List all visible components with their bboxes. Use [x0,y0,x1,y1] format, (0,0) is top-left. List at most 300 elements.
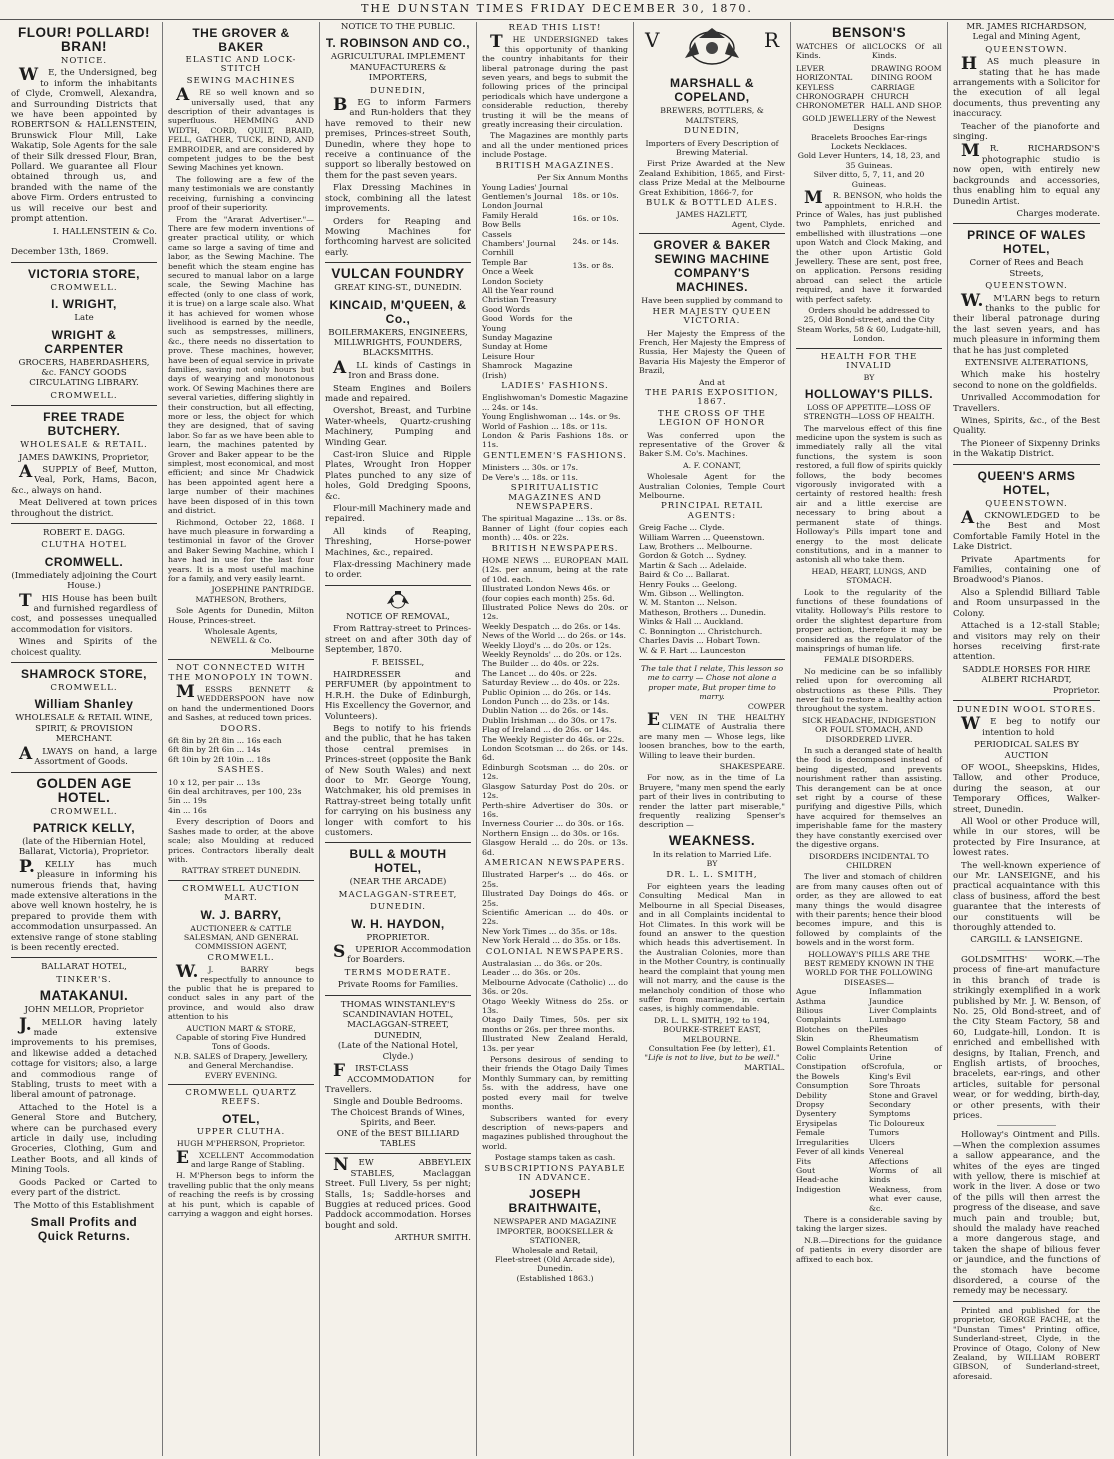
newspaper-item: Otago Weekly Witness do 25s. or 13s. [482,996,628,1016]
weakness-title: WEAKNESS. [668,832,756,848]
magazine-item: All the Year round [482,285,554,295]
abbey-body: NEW ABBEYLEIX STABLES, Maclaggan Street. Full Livery, 5s per night; Stalls, 1s; Saddle-horses and Buggies at reduced prices. Good Paddock accommodation. Horses bought and sold. [325,1155,471,1231]
magazine-item: London Society [482,276,544,286]
wool-body4: The well-known experience of our Mr. LANSEIGNE, and his practical acquaintance with this class of business, afford the best guarantee that the interests of our constituents will be thoroughly attended to. [953,860,1100,934]
grover-wholesale: Wholesale Agents, [204,626,278,636]
matakanui-name: JOHN MELLOR, Proprietor [24,1005,144,1016]
magazine-item: London Journal [482,201,543,211]
health-by: BY [863,373,875,383]
robinson-body2: Flax Dressing Machines in stock, combining all the latest improvements. [325,183,471,215]
disease-item: Ulcers [869,1137,895,1147]
vulcan-street: GREAT KING-ST., DUNEDIN. [334,283,462,294]
diseases-left [796,987,869,1213]
removal-title: NOTICE OF REMOVAL, [346,611,450,622]
sashes-line-4: 4in ... 16s [168,805,207,815]
wool-sales: PERIODICAL SALES BY AUCTION [973,740,1079,761]
appetite-title: LOSS OF APPETITE—LOSS OF STRENGTH—LOSS OF HEALTH. [803,402,935,422]
sashes-title: SASHES. [217,765,265,776]
disease-item: Consumption [796,1081,849,1091]
kincaid-name: KINCAID, M'QUEEN, & Co., [329,297,467,326]
silver: Silver ditto, 5, 7, 11, and 20 Guineas. [813,170,925,189]
butchery-title: FREE TRADE BUTCHERY. [43,410,125,439]
victoria-library: CIRCULATING LIBRARY. [29,378,139,389]
reefs-name: HUGH M'PHERSON, Proprietor. [176,1139,306,1149]
read-body2: The Magazines are monthly parts and all the under mentioned prices include Postage. [482,131,628,160]
newspaper-item: Illustrated London News 46s. or [482,584,610,594]
divider [639,659,785,660]
robinson-body: BEG to inform Farmers and Run-holders that they have removed to their new premises, Princes-street South, Dunedin, where they hope to receive a continuance of the support so liberally bestowed on them for the past seven years. [325,95,471,181]
postage: Postage stamps taken as cash. [494,1153,616,1163]
agent-item: Henry Fouks ... Geelong. [639,579,737,589]
newspaper-item: Glasgow Saturday Post do 20s. or 12s. [482,781,628,801]
teacher: Teacher of the pianoforte and singing. [953,121,1100,143]
butchery-body: ASUPPLY of Beef, Mutton, Veal, Pork, Hams, Bacon, &c., always on hand. [11,461,157,496]
agent-item: C. Bonnington ... Christchurch. [639,626,763,636]
agent-item: Matheson, Brothers ... Dunedin. [639,607,767,617]
winstanley-body2: Single and Double Bedrooms. [333,1097,463,1108]
newspaper-item: Dublin Nation ... do 26s. or 14s. [482,706,609,716]
divider [796,348,942,349]
agents-list [639,523,785,655]
newspaper-item: Public Opinion ... do 26s. or 14s. [482,687,611,697]
printed-imprint: Printed and published for the proprietor, GEORGE FACHE, at the "Dunstan Times" Printing office, Sunderland-street, Clyde, in the Province of Otago, Colony of New Zealand, by WILLIAM ROBERT GIBSON, of Sunderland-street, aforesaid. [953,1305,1100,1381]
disease-item: Erysipelas [796,1118,838,1128]
doors-line-2: 6ft 8in by 2ft 6in ... 14s [168,745,261,755]
british-mag-title: BRITISH MAGAZINES. [495,160,615,171]
british-mag-table [482,183,628,381]
gold-work-body: GOLDSMITHS' WORK.—The process of fine-art manufacture in this branch of trade is strikingly exemplified in a work published by Mr. J. W. Benson, of No. 25, Old Bond-street, and of the City Steam Factory, 58 and 60, Ludgate-hill, London. It is enriched and embellished with designs, by Italian, French, and English artists, of brooches, bracelets, ear-rings, and other articles, suitable for personal wear, or for wedding, birth-day, or other presents, with their prices. [953,954,1100,1121]
disease-item: Rheumatism [869,1034,919,1044]
clutha-hotel: CLUTHA HOTEL [41,540,127,551]
clutha-name: ROBERT E. DAGG. [43,528,125,538]
conant-role: Wholesale Agent for the Australian Colonies, Temple Court Melbourne. [639,472,785,500]
grover-body: ARE so well known and so universally used, that any description of their advantages is superfluous. HEMMING AND WIDTH, CORD, QUILT, BRAID, FELL, GATHER, TUCK, BIND, AND EMBROIDER, and are considered by competent judges to be the best Sewing Machines yet known. [168,85,314,173]
holloway-title: HOLLOWAY'S PILLS. [804,386,934,401]
grover-agent-line: Sole Agents for Dunedin, Milton House, Princes-street. [168,606,314,625]
disease-item: Scrofula, or King's Evil [869,1062,942,1081]
agent-item: Martin & Sach ... Adelaide. [639,560,747,570]
clutha-town: CROMWELL. [44,554,124,569]
persons-body: Persons desirous of sending to their friends the Otago Daily Times Monthly Summary can, by remitting 5s. with the address, have one posted every mail for twelve months. [482,1055,628,1112]
nb: N.B.—Directions for the guidance of patients in every disorder are affixed to each box. [796,1235,942,1264]
poem-sign: COWPER [747,701,785,711]
queens-title: QUEEN'S ARMS HOTEL, [977,468,1076,497]
newspaper-item: Flag of Ireland ... do 26s. or 14s. [482,725,612,735]
auction-eve: EVERY EVENING. [204,1070,278,1080]
conant-name: A. F. CONANT, [683,460,741,470]
haydon-role: PROPRIETOR. [366,932,430,943]
auction-name: W. J. BARRY, [200,907,282,922]
victoria-town: CROMWELL. [50,390,118,401]
column-4 [477,22,634,1456]
disease-item: Secondary Symptoms [869,1100,911,1119]
disease-item: Dysentery [796,1109,837,1119]
divider [953,1301,1100,1302]
disease-item: Asthma [796,996,826,1006]
logo-left-letter: V [645,28,660,52]
watch-type: CHRONOGRAPH [796,92,865,102]
newspaper-item: New York Herald ... do 35s. or 18s. [482,936,621,946]
shamrock-town: CROMWELL. [50,683,118,694]
american-title: AMERICAN NEWSPAPERS. [484,857,626,868]
weakness-by: BY [706,859,718,869]
sick-title: SICK HEADACHE, INDIGESTION OR FOUL STOMACH, AND DISORDERED LIVER. [801,715,937,744]
benson-right-list [871,64,942,111]
divider [639,233,785,234]
divider [11,772,157,773]
disease-item: Indigestion [796,1184,841,1194]
agent-item: Gordon & Gotch ... Sydney. [639,551,747,561]
grover-letter: Richmond, October 22, 1868. I have much pleasure in forwarding a testimonial in favor of the Grover and Baker Sewing Machine, which I have had in use for the last four years. It is a most useful machine for a family, and very easily learnt. [168,517,314,583]
british-news-mail: HOME NEWS ... EUROPEAN MAIL (12s. per annum, being at the rate of 10d. each. [482,555,628,584]
newspaper-item: Glasgow Herald ... do 20s. or 13s. 6d. [482,838,628,857]
kincaid-body2: Steam Engines and Boilers made and repaired. [325,383,471,404]
royal-arms-icon [384,590,412,610]
disease-item: Inflammation [869,987,922,997]
marshall-title: MARSHALL & COPELAND, [669,76,755,105]
benson-types [796,64,942,111]
photo-body: MR. RICHARDSON'S photographic studio is now open, with entirely new backgrounds and accessories, thus enabling him to equal any Dunedin Artist. [953,141,1100,207]
weakness-dr: DR. L. L. SMITH, [666,869,758,880]
prince-body3: Unrivalled Accommodation for Travellers. [953,393,1100,414]
american-list [482,870,628,945]
disease-item: Retention of Urine [869,1043,942,1063]
queens-saddle: SADDLE HORSES FOR HIRE [962,664,1091,675]
bennet-body: MESSRS BENNETT & WEDDERSPOON have now on hand the undermentioned Doors and Sashes, at reduced town prices. [168,682,314,723]
female-title: FEMALE DISORDERS. [823,655,915,665]
magazine-item: Temple Bar [482,257,528,267]
grover-conferred: Was conferred upon the representative of the Grover & Baker S.M. Co's. Machines. [639,430,785,459]
column-3 [320,22,477,1456]
divider [953,223,1100,224]
british-mag-head: Per Six Annum Months [537,173,628,183]
newspaper-item: News of the World ... do 26s. or 14s. [482,631,627,641]
wool-title: DUNEDIN WOOL STORES. [956,704,1097,715]
grover-agent: MATHESON, Brothers, [195,594,287,604]
newspaper-item: London Punch ... do 23s. or 14s. [482,697,610,707]
bull-title: BULL & MOUTH HOTEL, [349,847,447,876]
newspaper-item: Illustrated Police News do 20s. or 12s. [482,602,628,622]
magazine-price: 16s. or 10s. [572,213,619,223]
motto: Small Profits and Quick Returns. [30,1214,138,1243]
marshall-award: First Prize Awarded at the New Zealand Exhibition, 1865, and First-class Prize Medal at the Melbourne Great Exhibition, 1866-7, for [639,159,785,197]
victoria-name: I. WRIGHT, [51,297,117,312]
gold-hunters: Gold Lever Hunters, 14, 18, 23, and 35 Guineas. [797,151,941,170]
disease-item: Venereal Affections [869,1147,909,1166]
watch-type: LEVER [796,63,825,73]
auction-body: W.J. BARRY begs respectfully to announce to the public that he is prepared to conduct sales in any part of the province, and would also draw attention to his [168,962,314,1022]
marshall-import: Importers of Every Description of Brewing Material. [645,138,779,158]
diseases-right [869,987,942,1213]
diseases-table [796,987,942,1213]
grover-wholesale-place: Melbourne [270,645,314,655]
marshall-agent: JAMES HAZLETT, [676,210,748,220]
female-body: No medicine can be so infallibly relied upon for overcoming all obstructions as these Pills. They never fail to restore a healthy action throughout the system. [796,666,942,714]
column-2 [163,22,320,1456]
newspaper-item: Weekly Reynolds' ... do 20s. or 12s. [482,650,622,659]
flour-title: FLOUR! POLLARD! BRAN! [18,25,150,54]
agent-item: William Warren ... Queenstown. [639,532,765,542]
newspaper-item: Inverness Courier ... do 30s. or 16s. [482,819,624,829]
weakness-consult: Consultation Fee (by letter), £1. [648,1043,776,1053]
wool-sign: CARGILL & LANSEIGNE. [970,935,1083,946]
clock-type: DRAWING ROOM [870,63,942,73]
agent-item: Winks & Hall ... Auckland. [639,617,744,627]
joseph-name: JOSEPH BRAITHWAITE, [508,1187,602,1216]
weakness-addr: DR. L. L. SMITH, 192 to 194, BOURKE-STREET EAST, MELBOURNE. [654,1015,770,1044]
newspaper-item: Saturday Review ... do 40s. or 22s. [482,678,620,688]
joseph-est: (Established 1863.) [516,1273,594,1283]
motto-intro: The Motto of this Establishment [13,1200,155,1211]
beissel-body: HAIRDRESSER and PERFUMER (by appointment to H.R.H. the Duke of Edinburgh, His Excellency the Governor, and Volunteers). [325,669,471,722]
winstanley-hotel: SCANDINAVIAN HOTEL, [342,1010,454,1021]
golden-body: P.KELLY has much pleasure in informing his numerous friends that, having made extensive alterations in the above well known hostelry, he is prepared to provide them with accommodation unsurpassed. An extensive range of stone stabling is been recently erected. [11,856,157,953]
watch-type: CHRONOMETER [796,101,865,111]
newspaper-item: Australasian ... do 36s. or 20s. [482,959,603,968]
james-town: QUEENSTOWN. [985,44,1068,55]
newspaper-item: London Scotsman ... do 26s. or 14s. 6d. [482,744,628,763]
weakness-motto-sign: MARTIAL. [744,1062,785,1072]
golden-town: CROMWELL. [50,806,118,817]
magazine-item: Sunday at Home [482,342,548,352]
joseph-addr: Fleet-street (Old Arcade side), [494,1254,616,1264]
disease-item: Gout [796,1165,816,1175]
weakness-motto: "Life is not to live, but to be well." [644,1053,780,1063]
divider [325,585,471,586]
subs-title: SUBSCRIPTIONS PAYABLE IN ADVANCE. [484,1163,626,1183]
column-6 [791,22,948,1456]
victoria-firm: WRIGHT & CARPENTER [44,327,124,356]
agents-title: PRINCIPAL RETAIL AGENTS: [660,501,764,521]
ladies-title: LADIES' FASHIONS. [501,381,609,392]
newspaper-item: Otago Daily Times, 50s. per six months or 26s. per three months. [482,1015,628,1034]
butchery-sub: WHOLESALE & RETAIL. [20,440,148,451]
auction-nb: N.B. SALES of Drapery, Jewellery, and General Merchandise. [174,1051,308,1071]
newspaper-item: The Lancet ... do 40s. or 22s. [482,668,598,678]
matakanui-body3: Goods Packed or Carted to every part of the district. [11,1177,157,1199]
flour-sign: I. HALLENSTEIN & Co. Cromwell. [52,226,157,247]
weakness-sub: In its relation to Married Life. [652,849,772,859]
spirit-list [482,514,628,542]
divider [168,1084,314,1085]
magazine-item: Good Words for the Young [482,314,573,333]
magazine-item: Young Ladies' Journal [482,182,568,192]
disease-item: Bilious Complaints [796,1006,841,1025]
wool-body: WE beg to notify our intention to hold [961,714,1100,738]
spirit-title: SPIRITUALISTIC MAGAZINES AND NEWSPAPERS. [508,483,602,512]
agent-item: W. M. Stanton ... Nelson. [639,598,738,608]
disease-item: Constipation of the Bowels [796,1062,869,1081]
divider [325,842,471,843]
prince-body4: Wines, Spirits, &c., of the Best Quality. [953,416,1100,437]
benson-kinds [796,42,942,61]
benson-clocks: CLOCKS Of all Kinds. [871,42,942,61]
health-title: HEALTH FOR THE INVALID [820,351,918,371]
disease-item: Fever of all kinds [796,1147,865,1157]
prince-body2: Which make his hostelry second to none on the goldfields. [953,370,1100,391]
magazine-price: 24s. or 14s. [572,237,619,247]
joseph-trade2: Wholesale and Retail, [512,1245,598,1255]
agent-item: W. & F. Hart ... Launceston [639,645,746,655]
british-news-title: BRITISH NEWSPAPERS. [491,543,619,554]
divider [325,262,471,263]
golden-late: (late of the Hibernian Hotel, Ballarat, Victoria), Proprietor. [18,836,150,858]
appetite-body: The marvelous effect of this fine medicine upon the system is such as immediately rally all the vital functions, the system is soon restored, a full flow of spirits quickly follows, the body becomes vigorously invigorated with a certainty of restored health: fresh air and a little exercise are necessary to bring about a permanent state of things. Holloway's Pills impart tone and energy to the most delicate constitutions, and in a manner to astonish all who take them. [796,423,942,565]
winstanley-body4: ONE of the BEST BILLIARD TABLES [336,1128,460,1149]
doors-line-1: 6ft 8in by 2ft 8in ... 16s each [168,736,282,746]
divider [325,995,471,996]
prince-corner: Corner of Rees and Beach Streets, [969,258,1084,279]
divider [168,659,314,660]
healthy-sign: SHAKESPEARE. [719,761,785,771]
robinson-body3: Orders for Reaping and Mowing Machines for forthcoming harvest are solicited early. [325,216,471,258]
grover-machines-title: GROVER & BAKER SEWING MACHINE COMPANY'S MACHINES. [653,238,771,295]
disease-item: Sore Throats [869,1081,921,1091]
auction-trade: AUCTIONEER & CATTLE SALESMAN, AND GENERAL COMMISSION AGENT, [183,923,299,952]
disease-item: Tumors [869,1128,900,1138]
list-item: Ministers ... 30s. or 17s. [482,463,579,473]
newspaper-item: Weekly Despatch ... do 26s. or 14s. [482,621,621,631]
british-mag-prices [573,183,628,381]
auction-title: CROMWELL AUCTION MART. [182,883,300,904]
reefs-otel: OTEL, [222,1111,260,1126]
subs-body: Subscribers wanted for every description of news-papers and magazines published throughout the world. [482,1113,628,1151]
queens-prop: ALBERT RICHARDT, [981,675,1072,686]
disease-item: Dropsy [796,1100,825,1110]
auction-mart: AUCTION MART & STORE, [186,1023,296,1033]
shamrock-name: William Shanley [34,697,134,712]
kincaid-body7: Flax-dressing Machinery made to order. [325,560,471,581]
queens-body: ACKNOWLEDGED to be the Best and Most Comfortable Family Hotel in the Lake District. [953,508,1100,553]
columns [6,22,1108,1456]
winstanley-name: THOMAS WINSTANLEY'S [340,999,456,1010]
colonial-title: COLONIAL NEWSPAPERS. [485,946,625,957]
benson-watches: WATCHES Of all Kinds. [796,42,872,61]
sashes-line-3: 5in ... 19s [168,796,207,806]
marshall-town: DUNEDIN, [684,126,740,137]
column-1 [6,22,163,1456]
divider [997,950,1056,951]
poem: The tale that I relate, This lesson so me to carry — Chose not alone a proper mate, But proper time to marry. [640,663,784,702]
divider [997,1125,1056,1126]
benson-body: MR. BENSON, who holds the appointment to H.R.H. the Prince of Wales, has just published two Pamphlets, enriched and embellished with illustrations —one upon Watch and Clock Making, and the other upon Artistic Gold Jewellery. These are sent, post free, on application. Persons residing abroad can select the article required, and have it forwarded with perfect safety. [796,188,942,304]
gents-title: GENTLEMEN'S FASHIONS. [482,450,628,461]
magazine-item: Leisure Hour [482,351,535,361]
disease-item: Tic Doloureux [869,1118,925,1128]
clock-type: DINING ROOM [870,73,933,83]
kincaid-body5: Flour-mill Machinery made and repaired. [325,504,471,525]
haydon-terms: TERMS MODERATE. [344,967,452,978]
ballarat-title: BALLARAT HOTEL, [41,962,127,973]
prince-alter: EXTENSIVE ALTERATIONS, [964,357,1089,368]
victoria-title: VICTORIA STORE, [28,266,140,281]
grover-letter-sign: JOSEPHINE PANTRIDGE. [211,585,314,595]
grover-queen: HER MAJESTY QUEEN VICTORIA. [652,306,772,327]
flour-date: December 13th, 1869. [11,247,109,258]
marshall-ales: BULK & BOTTLED ALES. [645,198,779,209]
queens-body4: Attached is a 12-stall Stable; and visitors may rely on their horses receiving first-rate attention. [953,621,1100,663]
magazine-item: Gentlemen's Journal [482,191,563,201]
joseph-trade: NEWSPAPER AND MAGAZINE IMPORTER, BOOKSELLER & STATIONER, [493,1217,617,1246]
logo-right-letter: R [763,28,779,52]
agent-item: Baird & Co ... Ballarat. [639,570,730,580]
joseph-town: Dunedin. [537,1264,573,1274]
queens-body2: Private Apartments for Families, containing one of Broadwood's Pianos. [953,554,1100,586]
robinson-name: T. ROBINSON AND CO., [325,36,471,51]
disease-item: Worms of all kinds [869,1165,942,1185]
divider [11,523,157,524]
clock-type: CARRIAGE [870,82,915,92]
disease-item: Female Irregularities [796,1128,849,1147]
newspaper-item: (four copies each month) 25s. 6d. [482,593,615,603]
divider [953,700,1100,701]
grover-title: THE GROVER & BAKER [192,26,290,54]
gold-title: GOLD JEWELLERY of the Newest Designs [802,113,936,133]
grover-sub2: SEWING MACHINES [186,75,296,86]
saving: There is a considerable saving by taking the larger sizes. [796,1214,942,1234]
brewery-logo [639,22,785,72]
disease-item: Colic [796,1053,817,1063]
disease-item: Head-ache [796,1175,839,1185]
disease-item: Jaundice [869,996,904,1006]
british-news-list [482,584,628,857]
agent-item: Greig Fache ... Clyde. [639,523,725,533]
vulcan-title: VULCAN FOUNDRY [331,266,465,282]
prince-body5: The Pioneer of Sixpenny Drinks in the Wakatip District. [953,438,1100,460]
queens-body3: Also a Splendid Billiard Table and Room unsurpassed in the Colony. [953,587,1100,619]
newspaper-item: Illustrated Harper's ... do 46s. or 25s. [482,870,628,889]
grover-wholesale-name: NEWELL & Co. [210,636,272,646]
matakanui-title: MATAKANUI. [39,988,129,1004]
clutha-body2: Wines and Spirits of the choicest quality. [11,637,157,658]
sashes-line-1: 10 x 12, per pair ... 13s [168,777,261,787]
grover-cross: THE CROSS OF THE LEGION OF HONOR [658,408,766,429]
weakness-intro: For now, as in the time of La Bruyere, "many men spend the early part of their lives in contributing to render the latter part miserable," frequently realizing Spenser's description — [639,773,785,830]
magazine-price: 13s. or 8s. [572,260,614,270]
list-item: Englishwoman's Domestic Magazine ... 24s. or 14s. [482,393,628,412]
bull-street: MACLAGGAN-STREET, [338,889,458,900]
butchery-body2: Meat Delivered at town prices throughout the district. [11,498,157,519]
british-mag-list [482,183,573,381]
gents-list [482,463,628,482]
disease-item: Lumbago [869,1015,906,1025]
doors-title: DOORS. [220,723,262,734]
newspaper-item: Illustrated New Zealand Herald, 13s. per year [482,1034,628,1053]
grover-sub: ELASTIC AND LOCK-STITCH [185,55,297,75]
divider [11,262,157,263]
child-body: The liver and stomach of children are from many causes often out of order, as they are allowed to eat many things the would disagree with their parents; hence their blood becomes impure, and this is followed by complaints of the bowels and in the worst form. [796,872,942,948]
victoria-late: Late [74,313,94,324]
healthy-title: EVEN IN THE HEALTHY CLIMATE of Australia there are many men — Whose legs, like loosen branches, bow to the earth, Willing to leave their burden. [639,709,785,760]
disease-item: Piles [869,1024,888,1034]
list-item: World of Fashion ... 18s. or 11s. [482,421,608,431]
queens-prop2: Proprietor. [1052,685,1100,696]
notice-public: NOTICE TO THE PUBLIC. [340,22,456,32]
newspaper-item: The Builder ... do 40s. or 22s. [482,659,600,669]
head-body: Look to the regularity of the functions of these foundations of vitality. Holloway's Pills restore to order the slightest departure from proper action, therefore it may be considered as the regulator of the mainsprings of human life. [796,587,942,653]
grover-testimonial: From the "Ararat Advertiser."—There are few modern inventions of greater practical utility, or which came so large a saving of time and labor, as the Sewing Machine. The benefit which the steam engine has secured to manual labor on a large scale, the Sewing Machine has effected (only to one class of work, it is true) on a large scale also. What it has achieved for women whose livelihood is earned by the needle, such as sempstresses, milliners, &c., there needs no dissertation to prove. These machines, however, have been of equal service in private families, saving not only hours but days of wearying and monotonous work. Of Sewing Machines there are several varieties, differing slightly in their construction, but all effecting, more or less, the object for which they are designed, that of saving labor. So far as we have been able to learn, the machines patented by Grover and Baker appear to be the simplest, most economical, and most efficient; and since Mr Chadwick has been appointed agent here a large number of their machines have been disposed of in this town and district. [168,214,314,516]
flour-body: WE, the Undersigned, beg to inform the inhabitants of Clyde, Cromwell, Alexandra, and Surrounding Districts that we have been appointed by ROBERTSON & HALLENSTEIN, Brunswick Flour Mill, Lake Wakatip, Sole Agents for the sale of their Silk dressed Flour, Bran, Pollard. We guarantee all Flour obtained through us, and branded with the name of the above Firm. Orders entrusted to us will receive our best and prompt attention. [11,65,157,225]
shamrock-trade: WHOLESALE & RETAIL WINE, SPIRIT, & PROVISION MERCHANT. [15,713,153,745]
ointment-body: Holloway's Ointment and Pills.—When the complexion assumes a sallow appearance, and the whites of the eyes are tinged with yellow, there is mischief at work in the liver. A dose or two of the pills will then arrest the progress of the disease, and save much pain and trouble; but, should the malady have reached a more dangerous stage, and taken the shape of bilious fever or jaundice, and the functions of the stomach have become disordered, a course of the remedy may be necessary. [953,1130,1100,1297]
watch-type: HORIZONTAL [796,73,853,83]
haydon-body: SUPERIOR Accommodation for Boarders. [333,942,471,966]
newspaper-item: Scientific American ... do 40s. or 22s. [482,907,628,927]
disease-item: Blotches on the Skin [796,1024,869,1044]
list-item: London & Paris Fashions 18s. or 11s. [482,431,628,450]
bull-near: (NEAR THE ARCADE) [349,877,447,888]
removal-body: From Rattray-street to Princes-street on and after 30th day of September, 1870. [325,624,471,656]
